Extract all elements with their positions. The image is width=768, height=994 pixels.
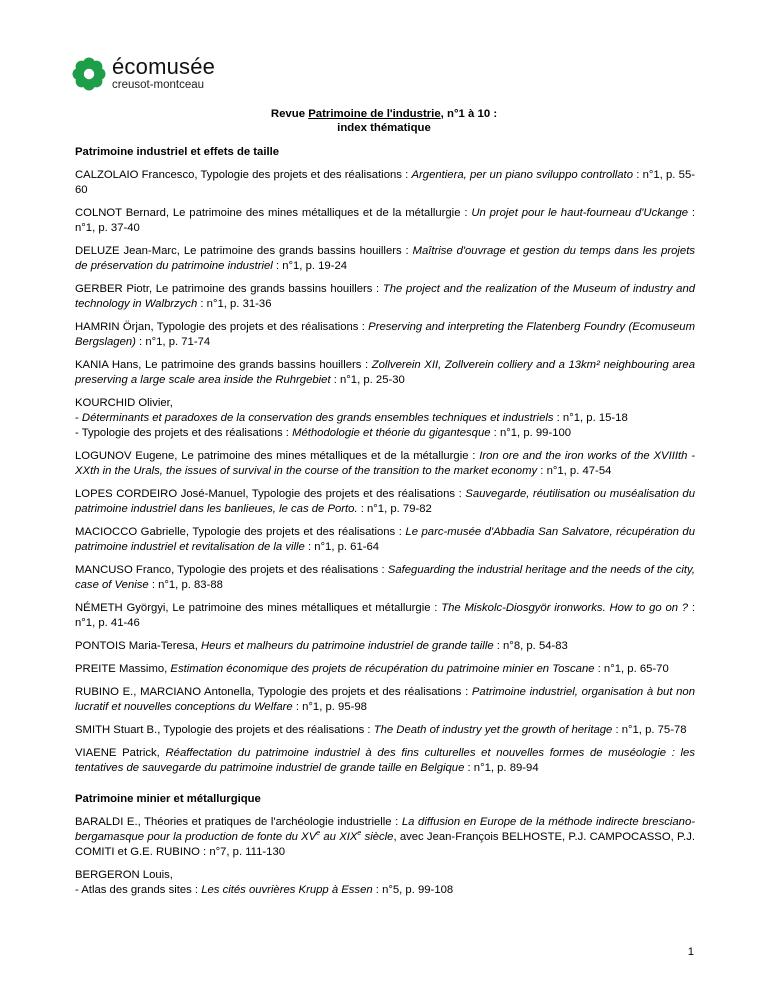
entry-reference: : n°1, p. 15-18 xyxy=(553,412,628,424)
section-heading: Patrimoine minier et métallurgique xyxy=(75,793,261,805)
index-entry xyxy=(75,396,695,441)
index-entry xyxy=(75,868,695,898)
page-number: 1 xyxy=(687,946,694,958)
entry-reference: : n°1, p. 61-64 xyxy=(304,541,380,553)
index-entry xyxy=(75,320,695,350)
entry-author: MACIOCCO Gabrielle, Typologie des projets et des réalisations : xyxy=(75,526,406,538)
entry-title: Patrimoine industriel, organisation à but non lucratif et nouvelles conceptions du Welfare xyxy=(75,686,696,713)
title-prefix: Revue xyxy=(270,108,309,120)
entry-reference: : n°1, p. 89-94 xyxy=(464,762,539,774)
entry-subitem-lead: - Atlas des grands sites : xyxy=(75,884,202,896)
title-suffix: , n°1 à 10 : xyxy=(440,108,498,120)
index-entry xyxy=(75,168,695,198)
entry-title: La diffusion en Europe de la méthode indirecte bresciano-bergamasque pour la production de fonte du XVe au XIXe siècle xyxy=(75,816,696,843)
entry-reference: : n°5, p. 99-108 xyxy=(372,884,454,896)
entry-author: DELUZE Jean-Marc, Le patrimoine des grands bassins houillers : xyxy=(75,245,413,257)
index-entry xyxy=(75,662,695,677)
entry-title: Déterminants et paradoxes de la conservation des grands ensembles techniques et industriels xyxy=(81,412,554,424)
section-heading: Patrimoine industriel et effets de taille xyxy=(75,146,280,158)
entry-title: Heurs et malheurs du patrimoine industriel de grande taille xyxy=(200,640,494,652)
entry-author: COLNOT Bernard, Le patrimoine des mines métalliques et de la métallurgie : xyxy=(75,207,472,219)
entry-title: Preserving and interpreting the Flatenberg Foundry (Ecomuseum Bergslagen) xyxy=(75,321,695,348)
index-entry xyxy=(75,206,695,236)
index-entry xyxy=(75,244,695,274)
entry-reference: : n°1, p. 65-70 xyxy=(594,663,669,675)
entry-reference: : n°1, p. 31-36 xyxy=(197,298,272,310)
entry-reference: : n°1, p. 75-78 xyxy=(612,724,687,736)
entry-reference: : n°1, p. 79-82 xyxy=(357,503,432,515)
index-entry xyxy=(75,358,695,388)
entry-subitem-lead: - Typologie des projets et des réalisations : xyxy=(75,427,293,439)
entry-reference: : n°1, p. 19-24 xyxy=(272,260,348,272)
entry-reference: : n°1, p. 71-74 xyxy=(135,336,211,348)
logo-name: écomusée xyxy=(112,54,216,79)
entry-author: SMITH Stuart B., Typologie des projets et des réalisations : xyxy=(75,724,374,736)
entry-reference: : n°1, p. 25-30 xyxy=(330,374,405,386)
entry-author: VIAENE Patrick, xyxy=(75,747,166,759)
entry-title: The Death of industry yet the growth of heritage xyxy=(373,724,613,736)
entry-title: The project and the realization of the Museum of industry and technology in Walbrzych xyxy=(75,283,696,310)
index-entry xyxy=(75,685,695,715)
entry-title: Maîtrise d'ouvrage et gestion du temps dans les projets de préservation du patrimoine industriel xyxy=(75,245,695,272)
index-entry xyxy=(75,815,695,860)
entry-author: NÉMETH Györgyi, Le patrimoine des mines métalliques et métallurgie : xyxy=(75,602,442,614)
entry-reference: : n°1, p. 95-98 xyxy=(292,701,367,713)
entry-reference: : n°1, p. 41-46 xyxy=(75,602,696,629)
entry-author: KANIA Hans, Le patrimoine des grands bassins houillers : xyxy=(75,359,372,371)
entry-author: HAMRIN Örjan, Typologie des projets et des réalisations : xyxy=(75,321,369,333)
entry-reference: : n°8, p. 54-83 xyxy=(493,640,568,652)
entry-author: BERGERON Louis, xyxy=(75,869,173,881)
entry-author: RUBINO E., MARCIANO Antonella, Typologie des projets et des réalisations : xyxy=(75,686,472,698)
entry-title: Iron ore and the iron works of the XVIIIth - XXth in the Urals, the issues of survival in the course of the transition to the market economy xyxy=(75,450,695,477)
entry-title: The Miskolc-Diosgyör ironworks. How to go on ? xyxy=(441,602,689,614)
entry-title: Sauvegarde, réutilisation ou muséalisation du patrimoine industriel dans les banlieues, le cas de Porto. xyxy=(75,488,695,515)
entry-author: MANCUSO Franco, Typologie des projets et des réalisations : xyxy=(75,564,388,576)
entry-reference: : n°1, p. 83-88 xyxy=(148,579,223,591)
document-title xyxy=(0,107,768,135)
index-entry xyxy=(75,449,695,479)
index-entry xyxy=(75,723,695,738)
entry-title: Argentiera, per un piano sviluppo controllato xyxy=(411,169,633,181)
entry-author: LOPES CORDEIRO José-Manuel, Typologie des projets et des réalisations : xyxy=(75,488,466,500)
logo-subtitle: creusot-montceau xyxy=(112,79,205,91)
index-entry xyxy=(75,563,695,593)
ecomusee-logo xyxy=(72,56,215,92)
flower-logo-icon xyxy=(72,57,106,91)
entry-title: Estimation économique des projets de récupération du patrimoine minier en Toscane xyxy=(170,663,595,675)
entry-reference: : n°1, p. 55-60 xyxy=(75,169,695,196)
entry-reference: : n°1, p. 37-40 xyxy=(75,207,695,234)
entry-title: Le parc-musée d'Abbadia San Salvatore, récupération du patrimoine industriel et revitalisation de la ville xyxy=(75,526,695,553)
index-entry xyxy=(75,282,695,312)
entry-author: PREITE Massimo, xyxy=(75,663,171,675)
index-content xyxy=(75,145,695,906)
entry-subitem-lead: - xyxy=(75,412,82,424)
entry-author: CALZOLAIO Francesco, Typologie des projets et des réalisations : xyxy=(75,169,412,181)
entry-author: BARALDI E., Théories et pratiques de l'archéologie industrielle : xyxy=(75,816,402,828)
entry-reference: : n°1, p. 47-54 xyxy=(537,465,612,477)
title-subtitle: index thématique xyxy=(337,122,431,134)
entry-title: Un projet pour le haut-fourneau d'Uckange xyxy=(471,207,689,219)
entry-title: Méthodologie et théorie du gigantesque xyxy=(292,427,491,439)
entry-reference: , avec Jean-François BELHOSTE, P.J. CAMPOCASSO, P.J. COMITI et G.E. RUBINO : n°7, p. 111-130 xyxy=(75,831,695,858)
entry-title: Les cités ouvrières Krupp à Essen xyxy=(201,884,373,896)
entry-author: PONTOIS Maria-Teresa, xyxy=(75,640,201,652)
index-entry xyxy=(75,487,695,517)
entry-title: Zollverein XII, Zollverein colliery and a 13km² neighbouring area preserving a large scale area inside the Ruhrgebiet xyxy=(75,359,695,386)
index-entry xyxy=(75,639,695,654)
index-entry xyxy=(75,746,695,776)
title-journal: Patrimoine de l'industrie xyxy=(308,108,441,120)
index-entry xyxy=(75,525,695,555)
entry-author: KOURCHID Olivier, xyxy=(75,397,173,409)
entry-author: LOGUNOV Eugene, Le patrimoine des mines métalliques et de la métallurgie : xyxy=(75,450,480,462)
entry-author: GERBER Piotr, Le patrimoine des grands bassins houillers : xyxy=(75,283,383,295)
index-entry xyxy=(75,601,695,631)
entry-reference: : n°1, p. 99-100 xyxy=(490,427,572,439)
entry-title: Réaffectation du patrimoine industriel à des fins culturelles et nouvelles formes de muséologie : les tentatives de sauvegarde du patrimoine industriel de grande taille en Belgique xyxy=(75,747,695,774)
entry-title: Safeguarding the industrial heritage and the needs of the city, case of Venise xyxy=(75,564,695,591)
